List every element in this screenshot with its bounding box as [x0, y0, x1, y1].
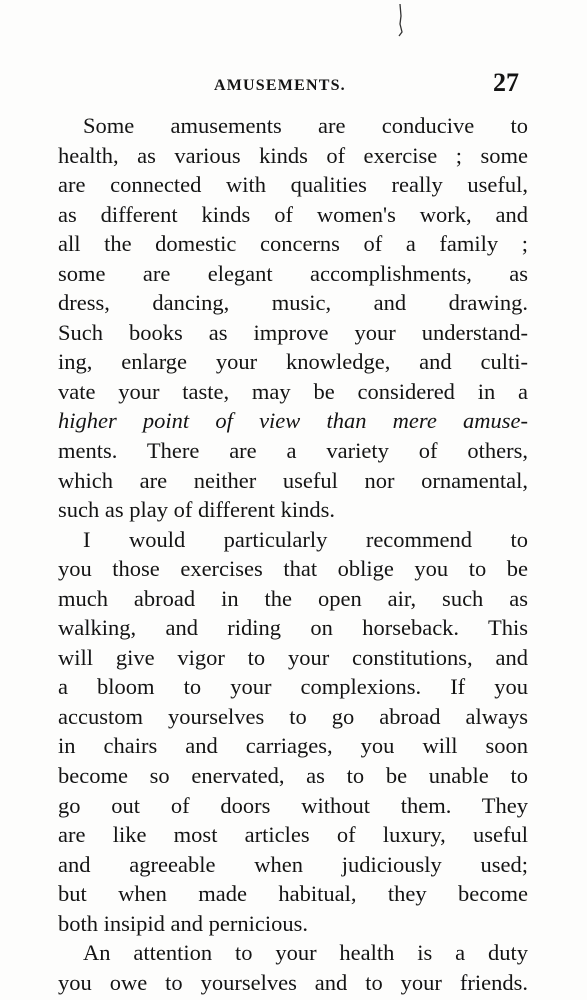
- text-line: accustom yourselves to go abroad always: [58, 703, 528, 729]
- page-number: 27: [493, 68, 519, 97]
- text-line: and agreeable when judiciously used;: [58, 851, 528, 877]
- text-line: but when made habitual, they become: [58, 881, 528, 907]
- text-line: you those exercises that oblige you to be: [58, 556, 528, 582]
- text-line: Such books as improve your understand-: [58, 319, 528, 345]
- page-header: [0, 68, 587, 102]
- text-line: some are elegant accomplishments, as: [58, 260, 528, 286]
- text-line: higher point of view than mere amuse-: [58, 408, 528, 434]
- text-line: will give vigor to your constitutions, and: [58, 644, 528, 670]
- text-line: you owe to yourselves and to your friends.: [58, 969, 528, 995]
- text-line: which are neither useful nor ornamental,: [58, 467, 528, 493]
- body-text: [58, 111, 528, 997]
- text-line: much abroad in the open air, such as: [58, 585, 528, 611]
- text-line: An attention to your health is a duty: [83, 940, 528, 966]
- text-line: such as play of different kinds.: [58, 497, 336, 523]
- text-line: all the domestic concerns of a family ;: [58, 231, 528, 257]
- text-line: go out of doors without them. They: [58, 792, 528, 818]
- text-line: ing, enlarge your knowledge, and culti-: [58, 349, 528, 375]
- text-line: are like most articles of luxury, useful: [58, 822, 528, 848]
- text-line: become so enervated, as to be unable to: [58, 763, 528, 789]
- text-line: both insipid and pernicious.: [58, 910, 308, 936]
- text-line: walking, and riding on horseback. This: [58, 615, 528, 641]
- text-line: dress, dancing, music, and drawing.: [58, 290, 528, 316]
- text-line: in chairs and carriages, you will soon: [58, 733, 528, 759]
- text-line: health, as various kinds of exercise ; some: [58, 142, 528, 168]
- running-head: AMUSEMENTS.: [214, 77, 346, 94]
- text-line: vate your taste, may be considered in a: [58, 378, 528, 404]
- text-line: a bloom to your complexions. If you: [58, 674, 528, 700]
- text-line: ments. There are a variety of others,: [58, 438, 528, 464]
- text-line: as different kinds of women's work, and: [58, 201, 528, 227]
- text-line: I would particularly recommend to: [83, 526, 528, 552]
- text-line: are connected with qualities really useful,: [58, 172, 528, 198]
- text-line: Some amusements are conducive to: [83, 113, 528, 138]
- ink-speck-mark: [396, 2, 406, 38]
